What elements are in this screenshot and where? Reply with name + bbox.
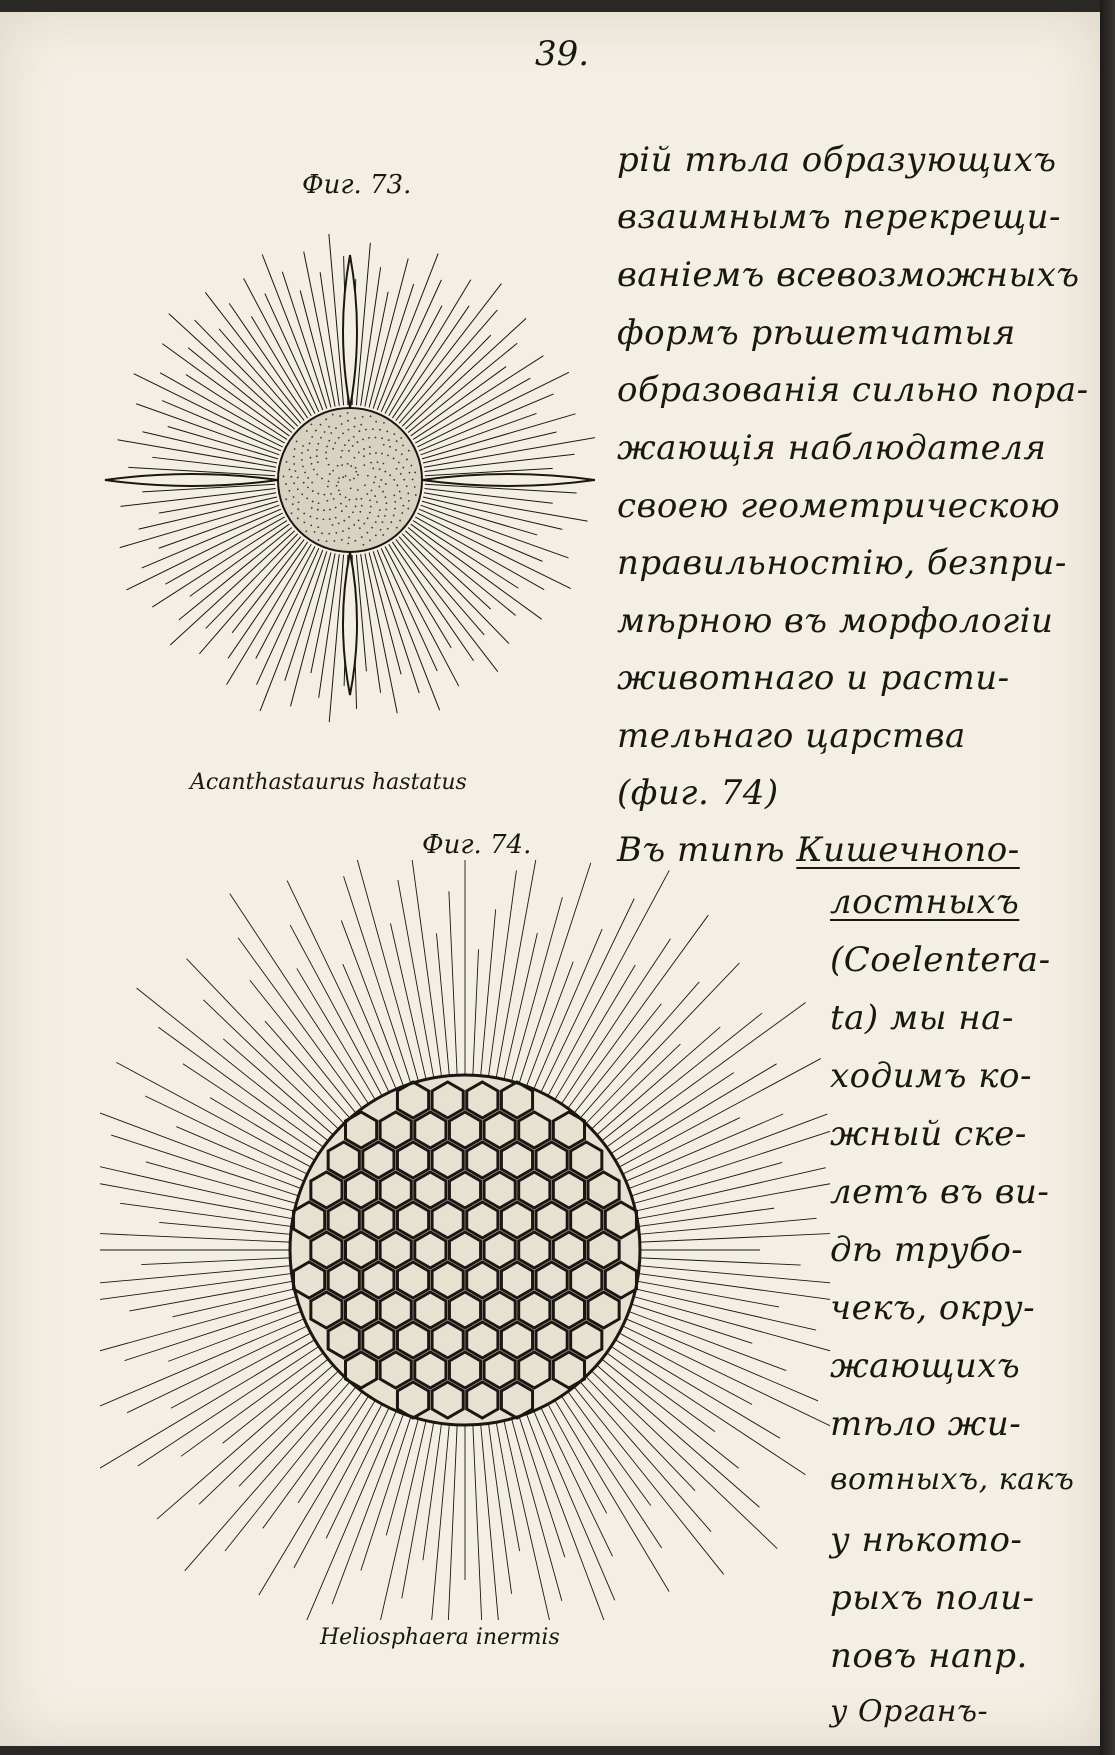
text-line: (Coelentera- — [830, 940, 1051, 980]
text-line: чекъ, окру- — [830, 1288, 1036, 1328]
text-line: (фиг. 74) — [617, 773, 779, 813]
text-line: своею геометрическою — [617, 486, 1061, 526]
text-line: ходимъ ко- — [830, 1056, 1033, 1096]
text-line: ваніемъ всевозможныхъ — [617, 255, 1080, 295]
text-line: тѣло жи- — [830, 1404, 1022, 1444]
text-line: дѣ трубо- — [830, 1230, 1024, 1270]
text-line-type — [617, 830, 1020, 870]
text-line: образованія сильно пора- — [617, 370, 1089, 410]
text-line: формъ рѣшетчатыя — [617, 313, 1016, 353]
figure-74-illustration — [100, 860, 830, 1620]
page-number: 39. — [535, 34, 590, 74]
book-edge — [1100, 0, 1115, 1755]
figure-73-illustration — [95, 225, 595, 755]
text-line: у Органъ- — [830, 1694, 989, 1729]
text-term-underlined: Кишечнопо- — [796, 830, 1020, 870]
text-line: жающихъ — [830, 1346, 1021, 1386]
text-line: вотныхъ, какъ — [830, 1462, 1075, 1497]
text-line: взаимнымъ перекрещи- — [617, 197, 1061, 237]
figure-73-caption: Фиг. 73. — [302, 170, 412, 200]
text-line: тельнаго царства — [617, 716, 966, 756]
text-line: ta) мы на- — [830, 998, 1014, 1038]
text-line: летъ въ ви- — [830, 1172, 1050, 1212]
text-line: животнаго и расти- — [617, 658, 1010, 698]
figure-74-species: Heliosphaera inermis — [320, 1625, 560, 1650]
text-line: мѣрною въ морфологіи — [617, 601, 1054, 641]
text-term-underlined: лостныхъ — [830, 882, 1020, 922]
figure-73-species: Acanthastaurus hastatus — [190, 770, 467, 795]
text-line: повъ напр. — [830, 1636, 1028, 1676]
text-line-prefix: Въ типѣ — [617, 830, 785, 870]
figure-74-caption: Фиг. 74. — [422, 830, 532, 860]
text-line: правильностію, безпри- — [617, 543, 1067, 583]
text-line: рій тѣла образующихъ — [617, 140, 1057, 180]
text-line: жающія наблюдателя — [617, 428, 1047, 468]
text-line: у нѣкото- — [830, 1520, 1023, 1560]
text-line: рыхъ поли- — [830, 1578, 1035, 1618]
text-line: жный ске- — [830, 1114, 1027, 1154]
